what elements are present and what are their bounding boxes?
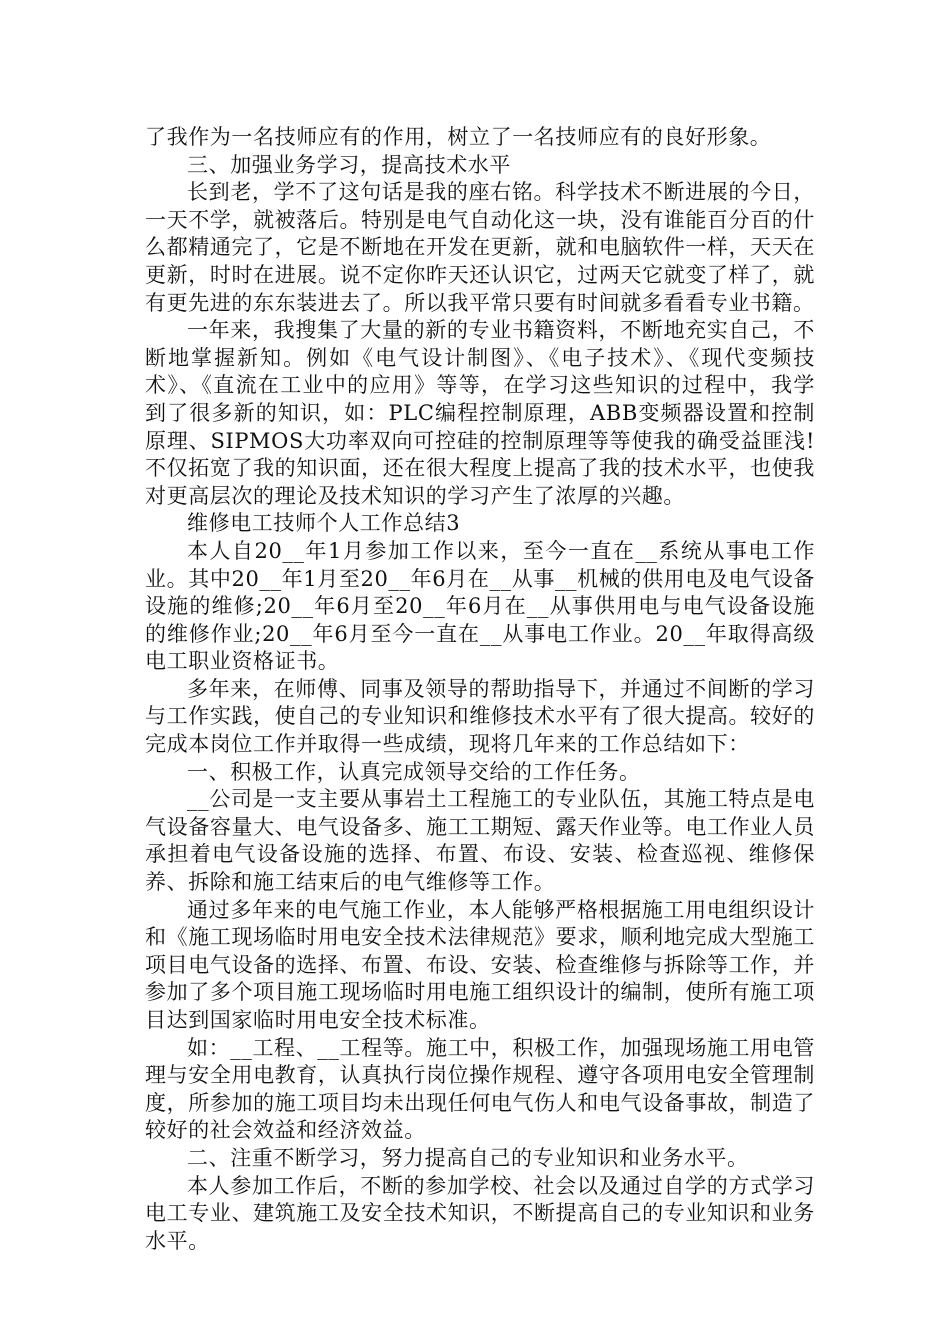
article-title: 维修电工技师个人工作总结3 [187,511,461,536]
section-heading: 二、注重不断学习，努力提高自己的专业知识和业务水平。 [187,1145,749,1170]
paragraph: 本人自20__年1月参加工作以来，至今一直在__系统从事电工作业。其中20__年1月至20__年6月在__从事__机械的供用电及电气设备设施的维修;20__年6月至20__年6月在__从事供用电与电气设备设施的维修作业;20__年6月至今一直在__从事电工作业。20__年取得高级电工职业资格证书。 [145,538,815,674]
paragraph: 本人参加工作后，不断的参加学校、社会以及通过自学的方式学习电工专业、建筑施工及安全技术知识，不断提高自己的专业知识和业务水平。 [145,1173,815,1253]
paragraph: 如：__工程、__工程等。施工中，积极工作，加强现场施工用电管理与安全用电教育，认真执行岗位操作规程、遵守各项用电安全管理制度，所参加的施工项目均未出现任何电气伤人和电气设备事故，制造了较好的社会效益和经济效益。 [145,1035,815,1143]
paragraph: 长到老，学不了这句话是我的座右铭。科学技术不断进展的今日，一天不学，就被落后。特别是电气自动化这一块，没有谁能百分百的什么都精通完了，它是不断地在开发在更新，就和电脑软件一样，天天在更新，时时在进展。说不定你昨天还认识它，过两天它就变了样了，就有更先进的东东装进去了。所以我平常只要有时间就多看看专业书籍。 [145,180,815,315]
paragraph: 了我作为一名技师应有的作用，树立了一名技师应有的良好形象。 [145,125,772,149]
section-heading: 三、加强业务学习，提高技术水平 [187,152,511,177]
paragraph: __公司是一支主要从事岩土工程施工的专业队伍，其施工特点是电气设备容量大、电气设备多、施工工期短、露天作业等。电工作业人员承担着电气设备设施的选择、布置、布设、安装、检查巡视、维修保养、拆除和施工结束后的电气维修等工作。 [145,787,815,895]
section-heading: 一、积极工作，认真完成领导交给的工作任务。 [187,759,641,784]
document-body [145,124,815,1255]
paragraph: 通过多年来的电气施工作业，本人能够严格根据施工用电组织设计和《施工现场临时用电安全技术法律规范》要求，顺利地完成大型施工项目电气设备的选择、布置、布设、安装、检查维修与拆除等工作，并参加了多个项目施工现场临时用电施工组织设计的编制，使所有施工项目达到国家临时用电安全技术标准。 [145,897,815,1032]
paragraph: 一年来，我搜集了大量的新的专业书籍资料，不断地充实自己，不断地掌握新知。例如《电气设计制图》、《电子技术》、《现代变频技术》、《直流在工业中的应用》等等，在学习这些知识的过程中，我学到了很多新的知识，如：PLC编程控制原理，ABB变频器设置和控制原理、SIPMOS大功率双向可控硅的控制原理等等使我的确受益匪浅!不仅拓宽了我的知识面，还在很大程度上提高了我的技术水平，也使我对更高层次的理论及技术知识的学习产生了浓厚的兴趣。 [145,318,815,508]
paragraph: 多年来，在师傅、同事及领导的帮助指导下，并通过不间断的学习与工作实践，使自己的专业知识和维修技术水平有了很大提高。较好的完成本岗位工作并取得一些成绩，现将几年来的工作总结如下： [145,676,815,757]
